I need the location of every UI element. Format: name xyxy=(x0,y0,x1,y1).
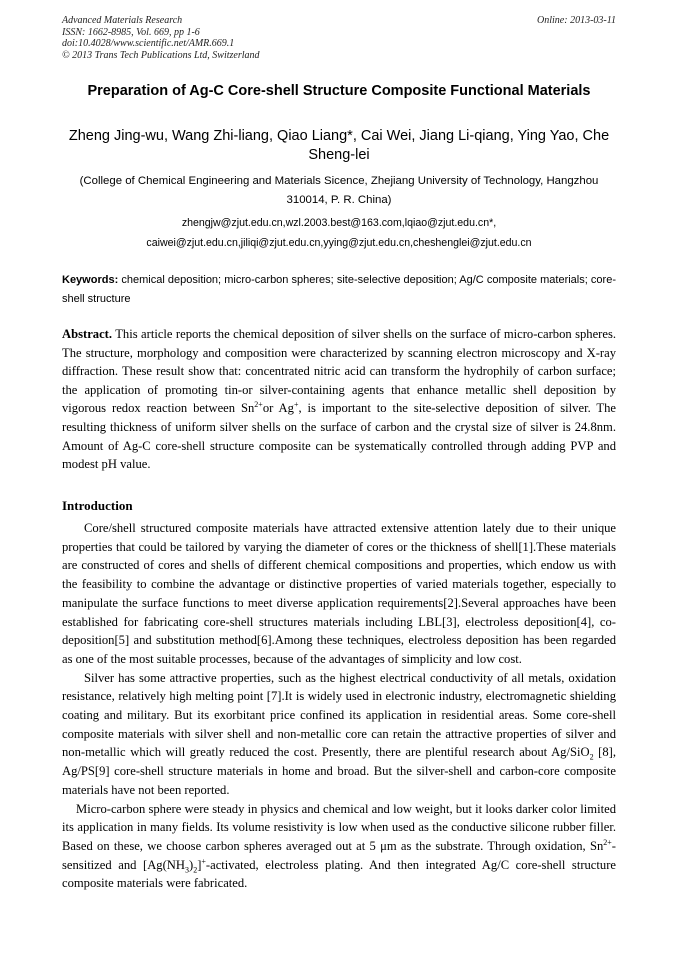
affiliation: (College of Chemical Engineering and Materials Sicence, Zhejiang University of Technology, Hangzhou 310014, P. R. China) xyxy=(79,175,599,206)
intro-p3-text-d: ] xyxy=(197,857,202,872)
copyright-line: © 2013 Trans Tech Publications Ltd, Switzerland xyxy=(62,49,260,61)
author-emails xyxy=(62,214,616,253)
keywords-text: chemical deposition; micro-carbon spheres; site-selective deposition; Ag/C composite materials; core-shell structure xyxy=(62,274,616,305)
keywords-label: Keywords: xyxy=(62,274,119,286)
intro-p3-text-b: -sensitized and [Ag(NH xyxy=(62,838,616,872)
abstract-text-b: or Ag xyxy=(262,401,294,416)
abstract-text-c: , is important to the site-selective deposition of silver. The resulting thickness of uniform silver shells on the surface of carbon and the crystal size of silver is 24.8nm. Amount of Ag-C core-shell structure composite can be systematically controlled through adding PVP and modest pH value. xyxy=(62,401,616,472)
abstract-sup-a: 2+ xyxy=(254,400,263,410)
intro-paragraph-2 xyxy=(62,669,616,800)
keywords-section xyxy=(62,271,616,309)
doi-line: doi:10.4028/www.scientific.net/AMR.669.1 xyxy=(62,38,235,49)
journal-header xyxy=(62,15,616,61)
intro-paragraph-1: Core/shell structured composite materials have attracted extensive attention lately due to their unique properties that could be tailored by varying the diameter of cores or the thickness of shell[1].These materials are constructed of cores and shells of different chemical compositions and properties, which endow us with the feasibility to combine the advantage or distinctive properties of varied materials together, especially to manipulate the surface functions to meet diverse application requirements[2].Several approaches have been established for fabricating core-shell structures materials including LBL[3], electroless deposition[4], co-deposition[5] and substitution method[6].Among these techniques, electroless deposition has been regarded as one of the most suitable processes, because of the advantages of simplicity and low cost. xyxy=(62,521,616,666)
paper-title: Preparation of Ag-C Core-shell Structure Composite Functional Materials xyxy=(87,83,591,99)
intro-p3-sup-2: + xyxy=(201,856,206,866)
abstract-section xyxy=(62,325,616,474)
intro-p2-text-a: Silver has some attractive properties, such as the highest electrical conductivity of all metals, oxidation resistance, relatively high melting point [7].It is widely used in electronic industry, electromagnetic shielding coating and military. But its exorbitant price confined its application in residential areas. Some core-shell composite materials with silver shell and non-metallic core can retain the attractive properties of silver and non-metallic which will greatly reduced the cost. Presently, there are plentiful research about Ag/SiO xyxy=(62,670,616,760)
intro-p3-sup-1: 2+ xyxy=(603,837,612,847)
author-list: Zheng Jing-wu, Wang Zhi-liang, Qiao Liang*, Cai Wei, Jiang Li-qiang, Ying Yao, Che Sheng-lei xyxy=(68,128,610,163)
email-line-1: zhengjw@zjut.edu.cn,wzl.2003.best@163.com,lqiao@zjut.edu.cn*, xyxy=(181,217,497,229)
intro-p3-text-a: Micro-carbon sphere were steady in physics and chemical and low weight, but it looks darker color limited its application in many fields. Its volume resistivity is low when used as the conductive silicone rubber filler. Based on these, we choose carbon spheres averaged out at 5 μm as the substrate. Through oxidation, Sn xyxy=(62,801,616,853)
introduction-body xyxy=(62,519,616,893)
email-line-2: caiwei@zjut.edu.cn,jiliqi@zjut.edu.cn,yying@zjut.edu.cn,cheshenglei@zjut.edu.cn xyxy=(146,236,532,249)
intro-p2-text-b: [8], Ag/PS[9] core-shell structure materials in home and broad. But the silver-shell and carbon-core composite materials have not been reported. xyxy=(62,745,616,797)
issn-line: ISSN: 1662-8985, Vol. 669, pp 1-6 xyxy=(62,26,200,38)
abstract-label: Abstract. xyxy=(62,327,113,341)
intro-paragraph-3 xyxy=(62,800,616,894)
abstract-text-a: This article reports the chemical deposition of silver shells on the surface of micro-carbon spheres. The structure, morphology and composition were characterized by scanning electron microscopy and X-ray diffraction. These result show that: concentrated nitric acid can transform the hydrophily of carbon surface; the application of promoting tin-or silver-containing agents that enhance metallic shell deposition by vigorous redox reaction between Sn xyxy=(62,327,617,416)
intro-p3-sub-1: 3 xyxy=(184,865,189,875)
introduction-heading: Introduction xyxy=(62,498,133,513)
intro-p2-sub: 2 xyxy=(589,752,594,762)
online-date: Online: 2013-03-11 xyxy=(537,15,616,26)
journal-name: Advanced Materials Research xyxy=(62,15,183,26)
intro-p3-text-e: -activated, electroless plating. And then integrated Ag/C core-shell structure composite materials were fabricated. xyxy=(62,857,616,891)
intro-p3-text-c: ) xyxy=(188,857,194,872)
abstract-sup-b: + xyxy=(293,400,299,410)
intro-p3-sub-2: 2 xyxy=(193,865,198,875)
